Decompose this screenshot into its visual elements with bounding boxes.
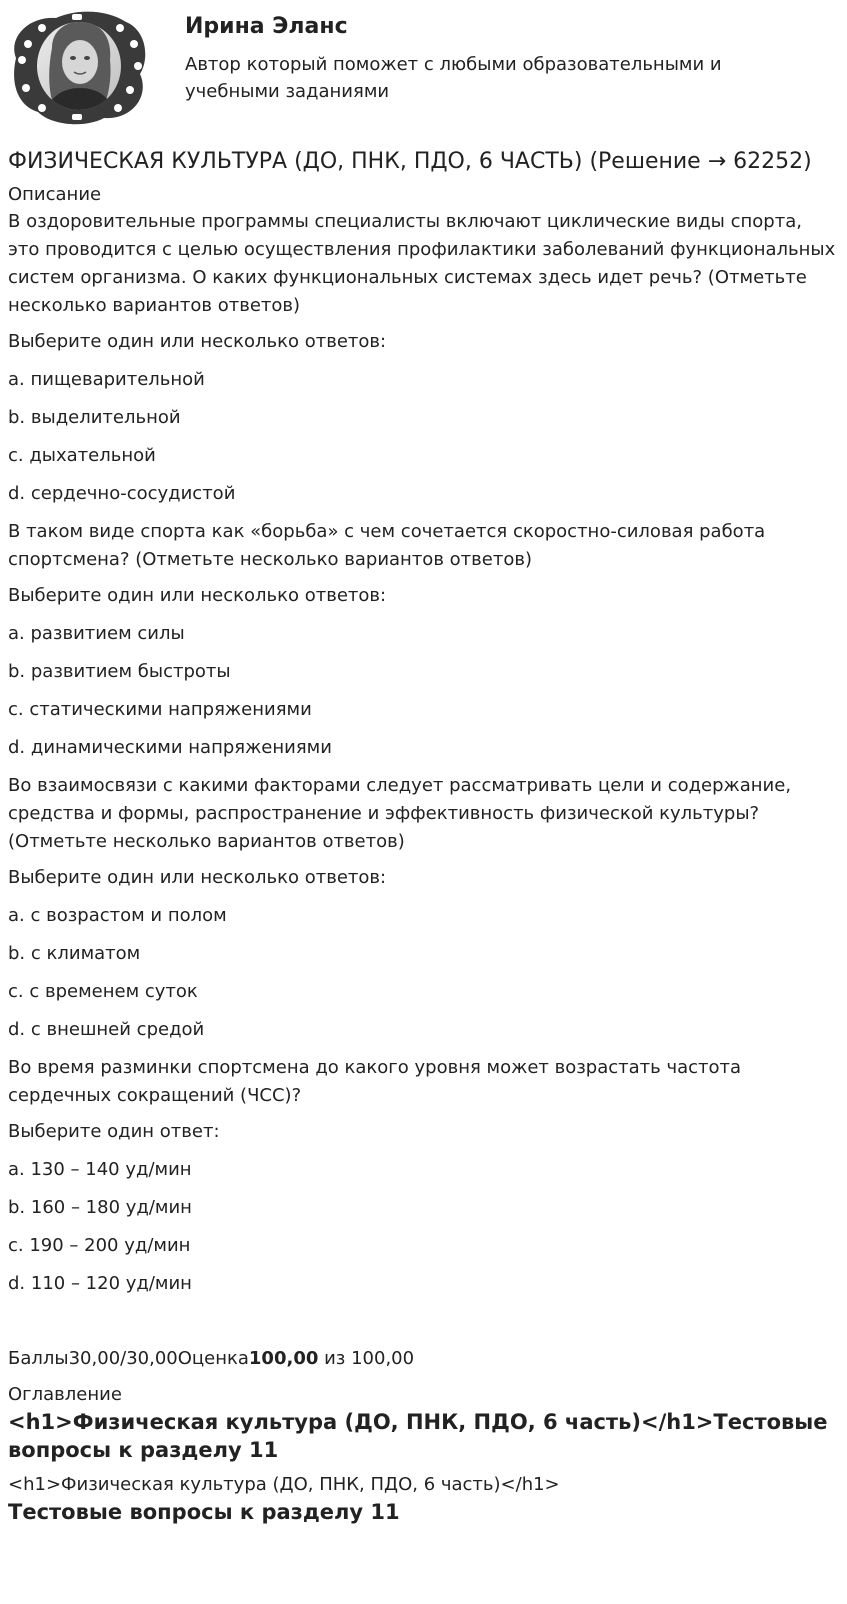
toc-label: Оглавление xyxy=(8,1384,122,1405)
answer-option: c. 190 – 200 уд/мин xyxy=(8,1235,191,1256)
toc-entry-bold-2: Тестовые вопросы к разделу 11 xyxy=(8,1500,400,1524)
question-instruction: Выберите один ответ: xyxy=(8,1121,220,1142)
question-text: В оздоровительные программы специалисты включают циклические виды спорта, это проводится с целью осуществления профилактики заболеваний функциональных систем организма. О каких функциональных системах здесь идет речь? (Отметьте несколько вариантов ответов) xyxy=(8,211,836,316)
author-avatar xyxy=(8,8,150,126)
question-1 xyxy=(8,208,838,508)
answer-option: c. дыхательной xyxy=(8,445,156,466)
question-text: В таком виде спорта как «борьба» с чем сочетается скоростно-силовая работа спортсмена? (Отметьте несколько вариантов ответов) xyxy=(8,521,766,570)
answer-option: a. развитием силы xyxy=(8,623,185,644)
question-instruction: Выберите один или несколько ответов: xyxy=(8,867,387,888)
answer-option: c. статическими напряжениями xyxy=(8,699,312,720)
author-description: Автор который поможет с любыми образовательными и учебными заданиями xyxy=(185,54,722,102)
toc-entry-bold: <h1>Физическая культура (ДО, ПНК, ПДО, 6 часть)</h1>Тестовые вопросы к разделу 11 xyxy=(8,1410,828,1462)
toc-entry-plain: <h1>Физическая культура (ДО, ПНК, ПДО, 6 часть)</h1> xyxy=(8,1474,560,1495)
description-label: Описание xyxy=(8,184,102,205)
answer-option: c. с временем суток xyxy=(8,981,198,1002)
question-2 xyxy=(8,518,838,762)
question-instruction: Выберите один или несколько ответов: xyxy=(8,331,387,352)
answer-option: d. с внешней средой xyxy=(8,1019,205,1040)
answer-option: d. динамическими напряжениями xyxy=(8,737,332,758)
question-text: Во время разминки спортсмена до какого уровня может возрастать частота сердечных сокращений (ЧСС)? xyxy=(8,1057,742,1106)
question-4 xyxy=(8,1054,838,1298)
points-label: Баллы xyxy=(8,1348,69,1369)
author-card xyxy=(8,8,839,128)
question-3 xyxy=(8,772,838,1044)
answer-option: a. с возрастом и полом xyxy=(8,905,227,926)
answer-option: b. 160 – 180 уд/мин xyxy=(8,1197,192,1218)
grade-label: Оценка xyxy=(177,1348,249,1369)
grade-value: 100,00 xyxy=(248,1348,319,1369)
answer-option: a. пищеварительной xyxy=(8,369,205,390)
author-name: Ирина Эланс xyxy=(185,14,348,39)
main-content xyxy=(8,148,838,1526)
points-value: 30,00/30,00 xyxy=(68,1348,178,1369)
answer-option: b. выделительной xyxy=(8,407,181,428)
answer-option: b. развитием быстроты xyxy=(8,661,231,682)
page-title: ФИЗИЧЕСКАЯ КУЛЬТУРА (ДО, ПНК, ПДО, 6 ЧАСТЬ) (Решение → 62252) xyxy=(8,149,812,174)
grade-suffix: из 100,00 xyxy=(318,1348,415,1369)
grade-line xyxy=(8,1346,838,1372)
answer-option: d. сердечно-сосудистой xyxy=(8,483,236,504)
answer-option: d. 110 – 120 уд/мин xyxy=(8,1273,192,1294)
question-text: Во взаимосвязи с какими факторами следует рассматривать цели и содержание, средства и формы, распространение и эффективность физической культуры? (Отметьте несколько вариантов ответов) xyxy=(8,775,792,852)
answer-option: a. 130 – 140 уд/мин xyxy=(8,1159,192,1180)
question-instruction: Выберите один или несколько ответов: xyxy=(8,585,387,606)
answer-option: b. с климатом xyxy=(8,943,141,964)
